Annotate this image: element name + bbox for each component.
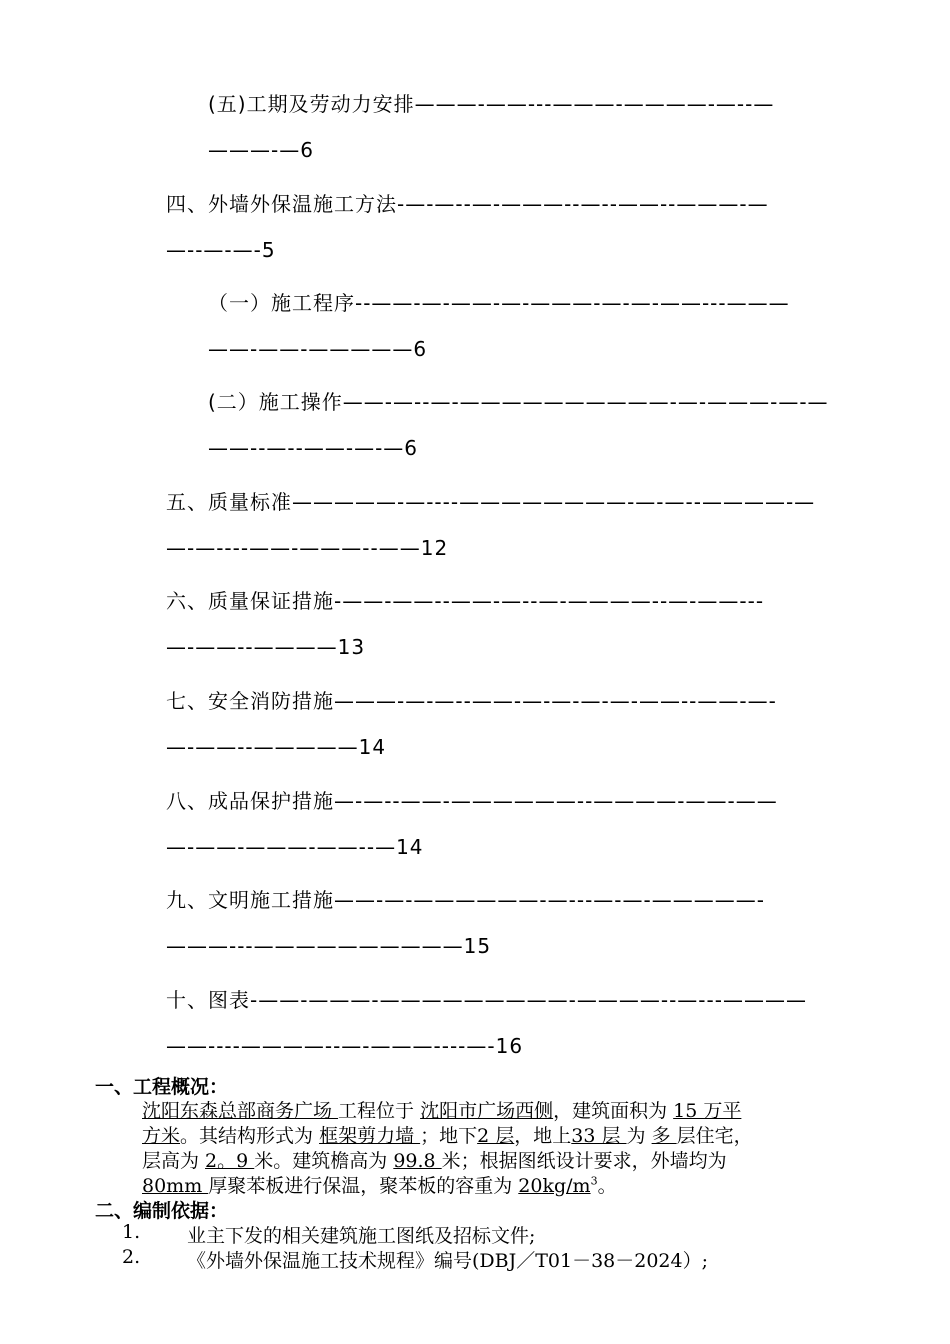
project-name: 沈阳东森总部商务广场 (142, 1100, 339, 1122)
list-item (0, 1246, 950, 1272)
toc-line: ——-——-—————6 (208, 337, 428, 361)
overview-line-3 (142, 1146, 727, 1173)
building-class: 多 (651, 1125, 677, 1147)
text: 。 (597, 1175, 617, 1197)
toc-line: —-——-———-——--—14 (166, 835, 424, 859)
text: 。其结构形式为 (180, 1125, 320, 1147)
list-text: 业主下发的相关建筑施工图纸及招标文件; (187, 1225, 536, 1247)
toc-line: ———-—6 (208, 138, 314, 162)
toc-line: —-——--—————14 (166, 735, 387, 759)
toc-line: —--—-—-5 (166, 238, 276, 262)
toc-line: 六、质量保证措施-——-——--——-—--—-————--—-——--- (166, 589, 765, 613)
eps-density: 20kg/m (518, 1175, 591, 1197)
project-location: 沈阳市广场西侧 (420, 1100, 554, 1122)
toc-line: ———---——————————15 (166, 934, 492, 958)
toc-line: 十、图表-——-———-—————————-————--—---———— (166, 988, 807, 1012)
overview-line-1 (142, 1096, 741, 1123)
toc-line: (二）施工操作——-—--—-——————————-—-———-—-— (208, 390, 829, 414)
toc-line: —-——--————13 (166, 635, 366, 659)
eave-height: 99.8 (393, 1150, 442, 1172)
underground-floors: 2 层 (477, 1125, 515, 1147)
floor-height: 2。9 (205, 1150, 255, 1172)
list-item (0, 1221, 950, 1247)
text: 工程位于 (338, 1100, 421, 1122)
toc-line: (五)工期及劳动力安排———-——---———-————-—--— (208, 92, 775, 116)
toc-line: ——----————--—-———----—-16 (166, 1034, 524, 1058)
overview-line-4 (142, 1171, 617, 1198)
toc-line: 七、安全消防措施———-—-—--——-—-—-—-—-——--——-—- (166, 689, 777, 713)
toc-line: ——--—--——-—-—6 (208, 436, 419, 460)
building-area: 15 万平 (673, 1100, 742, 1122)
above-ground-floors: 33 层 (571, 1125, 627, 1147)
superscript: 3 (590, 1174, 598, 1188)
text: ，地上 (514, 1125, 572, 1147)
text: ，建筑面积为 (553, 1100, 674, 1122)
list-text: 《外墙外保温施工技术规程》编号(DBJ／T01－38－2024）; (187, 1250, 709, 1272)
toc-line: （一）施工程序--——-—-——-—-———-—-—-——---——— (208, 291, 790, 315)
toc-line: 四、外墙外保温施工方法-—-—--—-———--—--——--———-— (166, 192, 769, 216)
text: ；地下 (420, 1125, 478, 1147)
list-number: 1. (122, 1221, 141, 1243)
structure-type: 框架剪力墙 (319, 1125, 421, 1147)
overview-line-2 (142, 1121, 753, 1148)
toc-line: 九、文明施工措施——-—-——————-—---—-—-—————- (166, 888, 765, 912)
text: 层住宅， (676, 1125, 753, 1147)
area-unit: 方米 (142, 1125, 181, 1147)
text: 为 (626, 1125, 652, 1147)
toc-line: —-—----——-———--——12 (166, 536, 449, 560)
text: 米。建筑檐高为 (254, 1150, 394, 1172)
text: 米；根据图纸设计要求，外墙均为 (441, 1150, 727, 1172)
text: 层高为 (142, 1150, 206, 1172)
toc-line: 五、质量标准—————-—----————————-—-—--————-— (166, 490, 816, 514)
list-number: 2. (122, 1246, 141, 1268)
insulation-thickness: 80mm (142, 1175, 209, 1197)
section-title-overview: 一、工程概况： (95, 1076, 229, 1098)
section-title-basis: 二、编制依据： (95, 1200, 229, 1222)
text: 厚聚苯板进行保温，聚苯板的容重为 (208, 1175, 519, 1197)
toc-line: 八、成品保护措施—-—--——-——————--————-——-—— (166, 789, 778, 813)
